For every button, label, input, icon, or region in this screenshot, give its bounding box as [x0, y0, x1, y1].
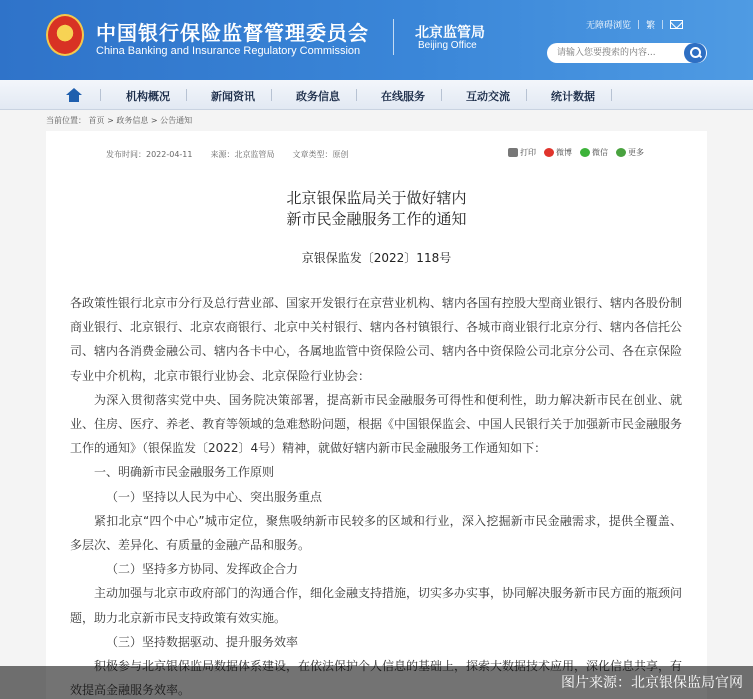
office-name-cn[interactable]: 北京监管局 [415, 25, 485, 41]
more-share-button[interactable] [616, 147, 644, 158]
office-name-en[interactable]: Beijing Office [418, 40, 477, 51]
nav-item-statistics[interactable]: 统计数据 [551, 90, 595, 103]
subsection-heading: （二）坚持多方协同、发挥政企合力 [106, 562, 299, 577]
article-title-line-1: 北京银保监局关于做好辖内 [286, 189, 467, 207]
header-divider [393, 19, 394, 55]
nav-item-news[interactable]: 新闻资讯 [211, 90, 255, 103]
accessibility-link[interactable]: 无障碍浏览 [586, 21, 632, 31]
section-heading: 一、明确新市民金融服务工作原则 [94, 465, 275, 480]
nav-separator [611, 89, 612, 101]
nav-separator [441, 89, 442, 101]
article-body [70, 291, 682, 699]
wechat-icon [580, 148, 590, 157]
more-icon [616, 148, 626, 157]
weibo-share-button[interactable] [544, 147, 572, 158]
image-source-watermark [0, 666, 753, 699]
document-number: 京银保监发〔2022〕118号 [301, 251, 452, 265]
publish-date: 发布时间：2022-04-11 [106, 150, 193, 159]
article-source: 来源：北京监管局 [210, 150, 275, 159]
watermark-text: 图片来源：北京银保监局官网 [561, 675, 743, 691]
body-paragraph: 紧扣北京“四个中心”城市定位，聚焦吸纳新市民较多的区域和行业，深入挖掘新市民金融需求，提供全覆盖、多层次、差异化、有质量的金融产品和服务。 [70, 513, 682, 553]
site-header [0, 0, 753, 80]
nav-item-about[interactable]: 机构概况 [126, 90, 170, 103]
article-title-line-2: 新市民金融服务工作的通知 [286, 210, 467, 228]
print-label: 打印 [520, 148, 536, 157]
article-type: 文章类型：原创 [292, 150, 349, 159]
article-panel [46, 131, 707, 699]
top-links [586, 18, 683, 31]
nav-separator [100, 89, 101, 101]
link-separator: | [637, 19, 641, 30]
home-icon[interactable] [66, 88, 82, 102]
nav-item-government-info[interactable]: 政务信息 [296, 90, 340, 103]
addressee-paragraph: 各政策性银行北京市分行及总行营业部、国家开发银行在京营业机构、辖内各国有控股大型商业银行、辖内各股份制商业银行、北京银行、北京农商银行、北京中关村银行、辖内各村镇银行、各城市商业银行北京分行、辖内各信托公司、辖内各消费金融公司、辖内各卡中心，各属地监管中资保险公司、辖内各中资保险公司北京分公司、各在京保险专业中介机构，北京市银行业协会、北京保险行业协会： [70, 296, 683, 383]
printer-icon [508, 148, 518, 157]
print-button[interactable] [508, 147, 536, 158]
weibo-label: 微博 [556, 148, 572, 157]
subsection-heading: （一）坚持以人民为中心、突出服务重点 [106, 489, 323, 504]
share-bar [508, 147, 644, 158]
subsection-heading: （三）坚持数据驱动、提升服务效率 [106, 634, 299, 649]
breadcrumb[interactable]: 当前位置： 首页 > 政务信息 > 公告通知 [46, 116, 193, 125]
org-name-en[interactable]: China Banking and Insurance Regulatory Commission [96, 45, 361, 57]
org-name-cn[interactable]: 中国银行保险监督管理委员会 [96, 21, 369, 45]
wechat-label: 微信 [592, 148, 608, 157]
search-button[interactable] [684, 43, 706, 63]
nav-item-interaction[interactable]: 互动交流 [466, 90, 510, 103]
nav-separator [356, 89, 357, 101]
search-input[interactable] [547, 43, 707, 63]
nav-item-online-service[interactable]: 在线服务 [381, 90, 425, 103]
nav-separator [526, 89, 527, 101]
nav-separator [186, 89, 187, 101]
national-emblem-icon [46, 14, 84, 56]
main-nav [0, 80, 753, 110]
more-label: 更多 [628, 148, 644, 157]
body-paragraph: 主动加强与北京市政府部门的沟通合作，细化金融支持措施，切实多办实事，协同解决服务新市民方面的瓶颈问题，助力北京新市民支持政策有效实施。 [70, 586, 683, 625]
intro-paragraph: 为深入贯彻落实党中央、国务院决策部署，提高新市民金融服务可得性和便利性，助力解决新市民在创业、就业、住房、医疗、养老、教育等领域的急难愁盼问题，根据《中国银保监会、中国人民银行关于加强新市民金融服务工作的通知》（银保监发〔2022〕4号）精神，就做好辖内新市民金融服务工作通知如下： [70, 392, 683, 456]
wechat-share-button[interactable] [580, 147, 608, 158]
mail-icon[interactable] [670, 20, 683, 29]
article-meta [106, 149, 349, 160]
link-separator: | [661, 19, 665, 30]
nav-separator [271, 89, 272, 101]
weibo-icon [544, 148, 554, 157]
traditional-chinese-link[interactable]: 繁 [646, 21, 656, 31]
